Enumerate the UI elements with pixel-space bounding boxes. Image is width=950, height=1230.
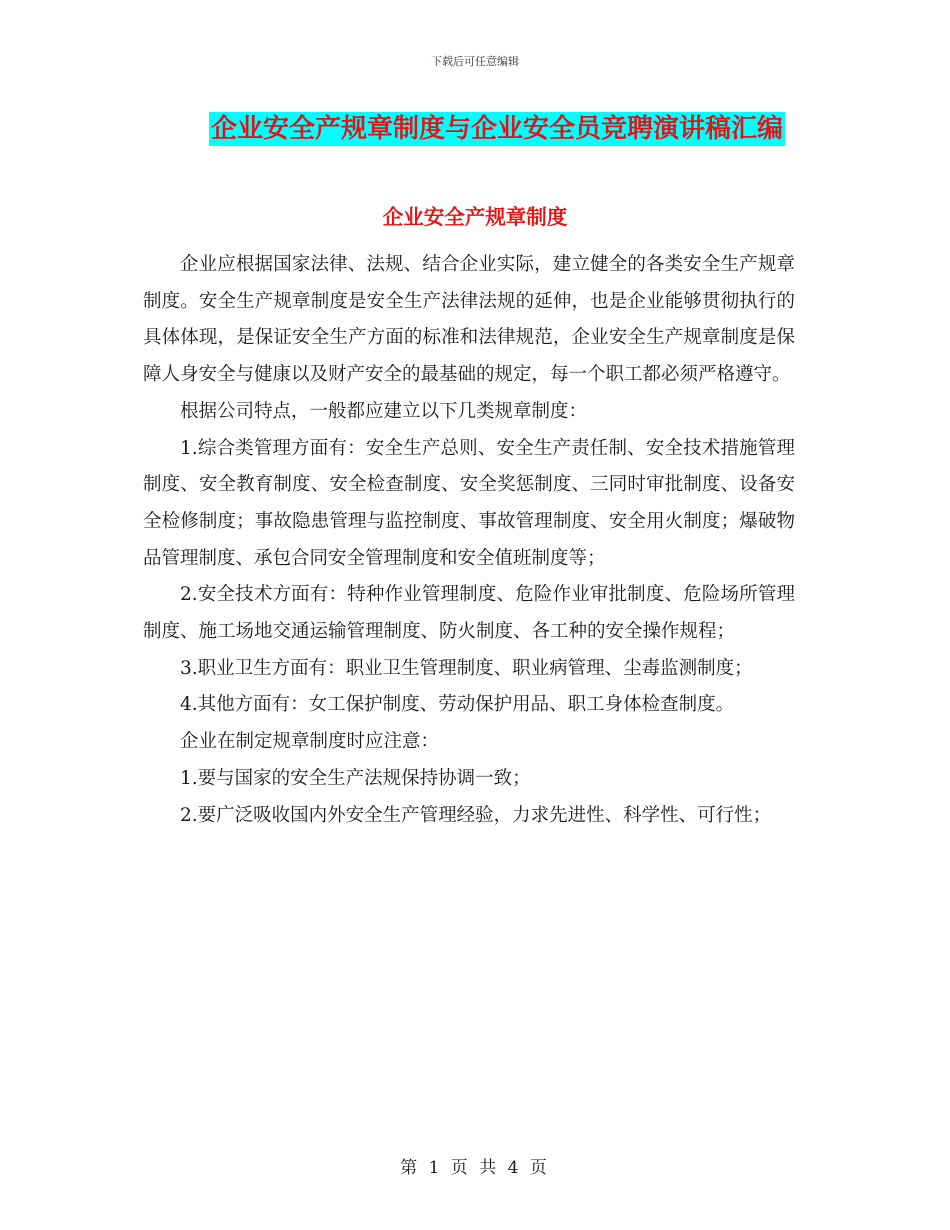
paragraph: 根据公司特点，一般都应建立以下几类规章制度： bbox=[180, 400, 588, 422]
paragraph: 1.要与国家的安全生产法规保持协调一致； bbox=[180, 767, 531, 789]
body-text bbox=[143, 247, 795, 834]
page-header: 下载后可任意编辑 bbox=[431, 55, 519, 68]
section-title: 企业安全产规章制度 bbox=[382, 205, 568, 229]
document-title: 企业安全产规章制度与企业安全员竞聘演讲稿汇编 bbox=[210, 114, 783, 144]
paragraph: 3.职业卫生方面有：职业卫生管理制度、职业病管理、尘毒监测制度； bbox=[180, 657, 753, 679]
page-footer: 第 1 页 共 4 页 bbox=[400, 1158, 550, 1178]
paragraph: 1.综合类管理方面有：安全生产总则、安全生产责任制、安全技术措施管理制度、安全教育制度、安全检查制度、安全奖惩制度、三同时审批制度、设备安全检修制度；事故隐患管理与监控制度、事故管理制度、安全用火制度；爆破物品管理制度、承包合同安全管理制度和安全值班制度等； bbox=[143, 437, 795, 569]
paragraph: 2.要广泛吸收国内外安全生产管理经验，力求先进性、科学性、可行性； bbox=[180, 804, 772, 826]
paragraph: 企业在制定规章制度时应注意： bbox=[180, 731, 440, 753]
paragraph: 企业应根据国家法律、法规、结合企业实际，建立健全的各类安全生产规章制度。安全生产规章制度是安全生产法律法规的延伸，也是企业能够贯彻执行的具体体现，是保证安全生产方面的标准和法律规范，企业安全生产规章制度是保障人身安全与健康以及财产安全的最基础的规定，每一个职工都必须严格遵守。 bbox=[143, 254, 795, 386]
paragraph: 4.其他方面有：女工保护制度、劳动保护用品、职工身体检查制度。 bbox=[180, 694, 735, 716]
paragraph: 2.安全技术方面有：特种作业管理制度、危险作业审批制度、危险场所管理制度、施工场地交通运输管理制度、防火制度、各工种的安全操作规程； bbox=[143, 584, 795, 643]
document-title-wrapper bbox=[0, 112, 950, 146]
